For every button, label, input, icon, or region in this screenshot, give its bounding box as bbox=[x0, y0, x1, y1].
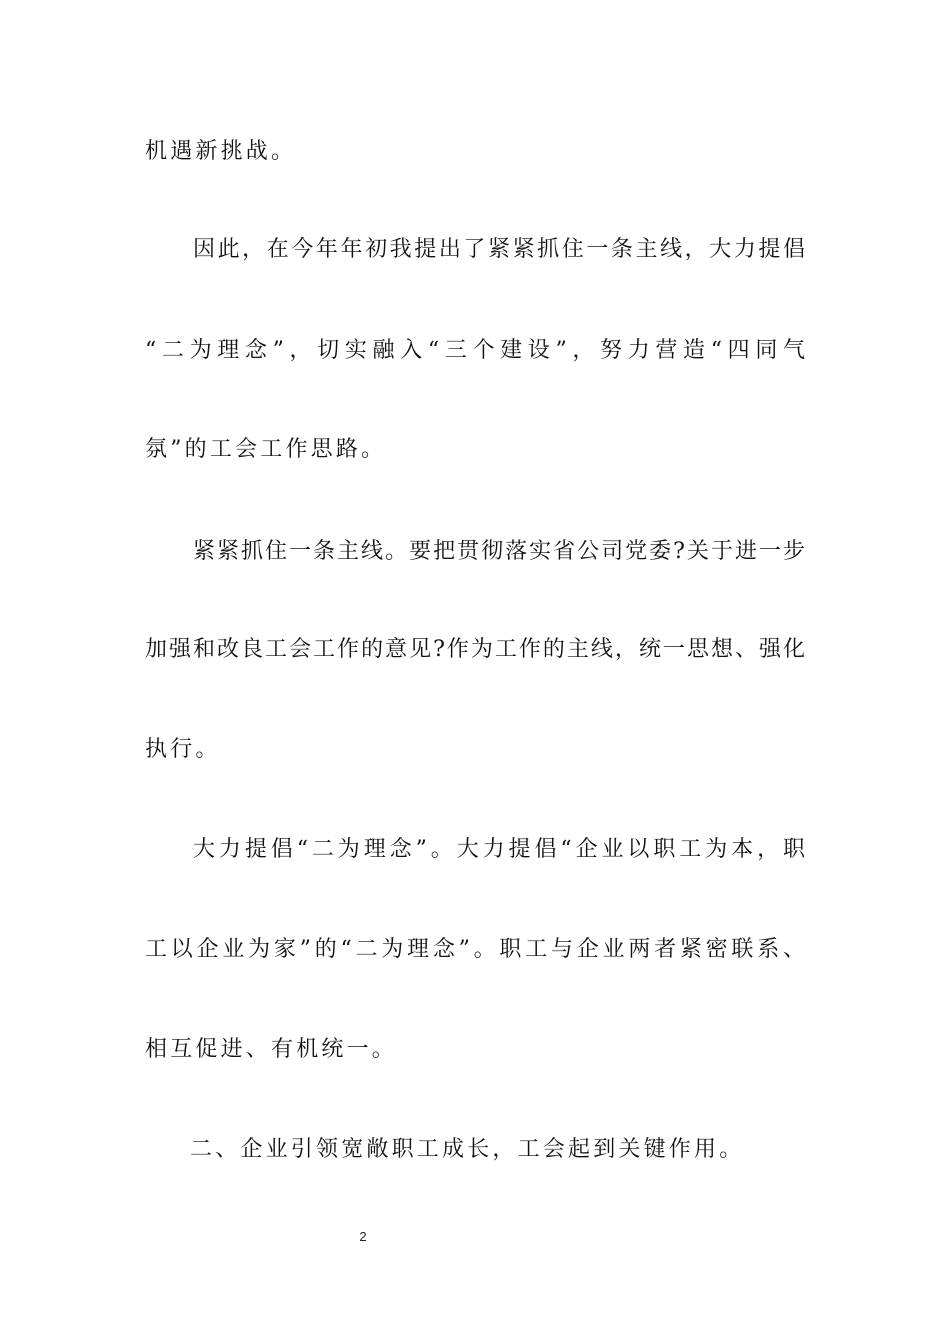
page-number: 2 bbox=[359, 1229, 367, 1244]
text-line: 执行。 bbox=[145, 737, 221, 762]
section-heading: 二、企业引领宽敞职工成长，工会起到关键作用。 bbox=[190, 1137, 745, 1162]
text-line: 相互促进、有机统一。 bbox=[145, 1037, 398, 1062]
text-line: 大力提倡“二为理念”。大力提倡“企业以职工为本，职 bbox=[193, 837, 805, 862]
text-line: 因此，在今年年初我提出了紧紧抓住一条主线，大力提倡 bbox=[193, 237, 805, 262]
text-line: “二为理念”，切实融入“三个建设”，努力营造“四同气 bbox=[145, 338, 805, 363]
text-line: 加强和改良工会工作的意见?作为工作的主线，统一思想、强化 bbox=[145, 637, 805, 662]
text-line: 紧紧抓住一条主线。要把贯彻落实省公司党委?关于进一步 bbox=[193, 539, 805, 564]
text-line: 机遇新挑战。 bbox=[145, 139, 297, 164]
text-line: 工以企业为家”的“二为理念”。职工与企业两者紧密联系、 bbox=[145, 937, 805, 962]
text-line: 氛”的工会工作思路。 bbox=[145, 437, 387, 462]
